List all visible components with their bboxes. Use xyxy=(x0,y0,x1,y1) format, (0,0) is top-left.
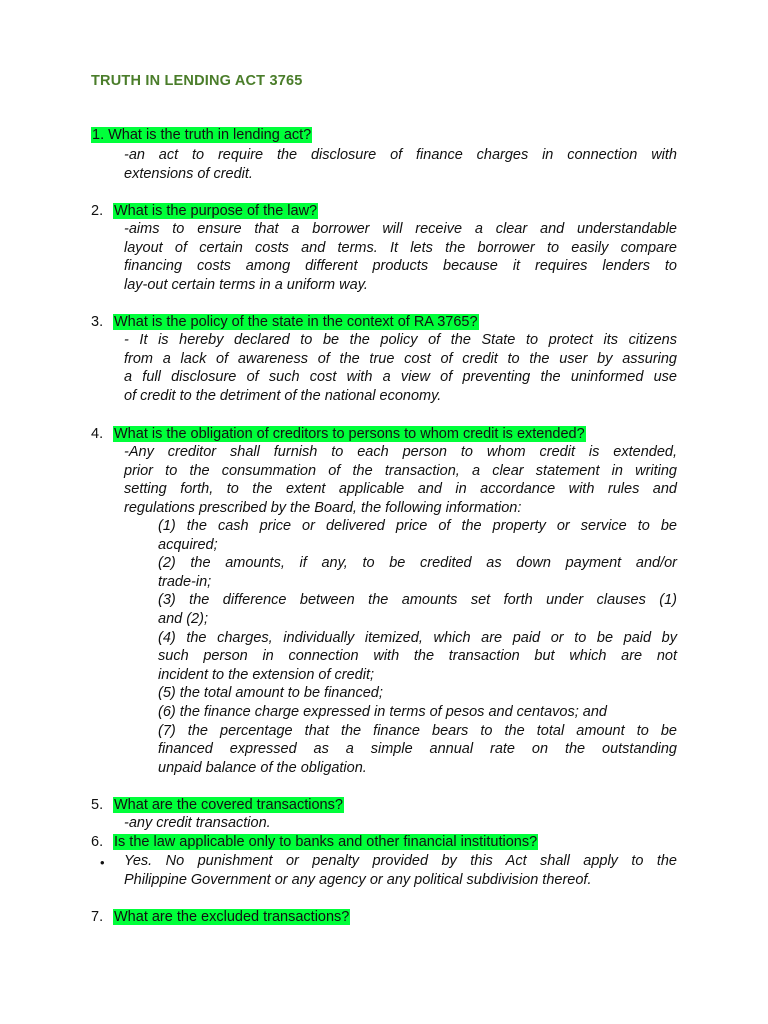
answer-5-line: -any credit transaction. xyxy=(124,815,271,831)
answer-5 xyxy=(124,814,677,833)
question-4-number: 4. xyxy=(91,426,104,442)
list-item: unpaid balance of the obligation. xyxy=(158,759,367,776)
answer-6-line: Philippine Government or any agency or any political subdivision thereof. xyxy=(124,871,592,888)
answer-1-line: -an act to require the disclosure of finance charges in connection with xyxy=(124,147,677,163)
answer-4-line: setting forth, to the extent applicable and in accordance with rules and xyxy=(124,481,677,498)
question-3-number: 3. xyxy=(91,314,104,330)
answer-4 xyxy=(124,443,677,517)
answer-2-line: lay-out certain terms in a uniform way. xyxy=(124,276,368,293)
list-item: incident to the extension of credit; xyxy=(158,666,375,683)
list-item: (1) the cash price or delivered price of the property or service to be xyxy=(158,518,677,534)
list-item: financed expressed as a simple annual rate on the outstanding xyxy=(158,741,677,758)
answer-3-line: from a lack of awareness of the true cost of credit to the user by assuring xyxy=(124,350,677,367)
question-1 xyxy=(91,126,312,144)
answer-6-line: Yes. No punishment or penalty provided by this Act shall apply to the xyxy=(124,853,677,869)
list-item: (4) the charges, individually itemized, which are paid or to be paid by xyxy=(158,629,677,646)
answer-4-line: prior to the consummation of the transaction, a clear statement in writing xyxy=(124,462,677,479)
question-3-text: What is the policy of the state in the context of RA 3765? xyxy=(114,314,478,330)
answer-2-line: -aims to ensure that a borrower will receive a clear and understandable xyxy=(124,221,677,237)
question-5 xyxy=(91,796,344,814)
question-7-text: What are the excluded transactions? xyxy=(114,909,350,925)
list-item: (2) the amounts, if any, to be credited as down payment and/or xyxy=(158,555,677,572)
question-2-number: 2. xyxy=(91,203,104,219)
list-item: acquired; xyxy=(158,536,218,553)
document-title: TRUTH IN LENDING ACT 3765 xyxy=(91,73,303,89)
answer-1 xyxy=(124,146,677,183)
question-2 xyxy=(91,202,318,220)
list-item: (7) the percentage that the finance bears to the total amount to be xyxy=(158,722,677,739)
answer-1-line: extensions of credit. xyxy=(124,165,253,182)
question-4-text: What is the obligation of creditors to persons to whom credit is extended? xyxy=(114,426,585,442)
answer-4-items xyxy=(158,517,677,777)
bullet-icon: • xyxy=(100,855,105,870)
list-item: trade-in; xyxy=(158,573,212,590)
question-5-text: What are the covered transactions? xyxy=(114,797,343,813)
question-7 xyxy=(91,908,350,926)
question-7-number: 7. xyxy=(91,909,104,925)
list-item: (6) the finance charge expressed in terms of pesos and centavos; and xyxy=(158,703,607,720)
answer-2 xyxy=(124,220,677,294)
list-item: (5) the total amount to be financed; xyxy=(158,685,383,702)
question-4 xyxy=(91,425,586,443)
question-6 xyxy=(91,833,538,851)
answer-2-line: layout of certain costs and terms. It lets the borrower to easily compare xyxy=(124,239,677,256)
question-1-text: 1. What is the truth in lending act? xyxy=(92,127,312,143)
answer-4-line: -Any creditor shall furnish to each person to whom credit is extended, xyxy=(124,444,677,460)
answer-3-line: of credit to the detriment of the national economy. xyxy=(124,387,442,404)
question-5-number: 5. xyxy=(91,797,104,813)
list-item: (3) the difference between the amounts set forth under clauses (1) xyxy=(158,592,677,609)
question-2-text: What is the purpose of the law? xyxy=(114,203,318,219)
answer-3-line: a full disclosure of such cost with a view of preventing the uninformed use xyxy=(124,369,677,386)
list-item: such person in connection with the transaction but which are not xyxy=(158,648,677,665)
answer-2-line: financing costs among different products because it requires lenders to xyxy=(124,258,677,275)
answer-4-line: regulations prescribed by the Board, the following information: xyxy=(124,499,522,516)
answer-3-line: - It is hereby declared to be the policy of the State to protect its citizens xyxy=(124,332,677,348)
question-3 xyxy=(91,313,479,331)
answer-3 xyxy=(124,331,677,405)
question-6-number: 6. xyxy=(91,834,104,850)
question-6-text: Is the law applicable only to banks and other financial institutions? xyxy=(114,834,538,850)
answer-6 xyxy=(124,852,677,889)
list-item: and (2); xyxy=(158,610,208,627)
